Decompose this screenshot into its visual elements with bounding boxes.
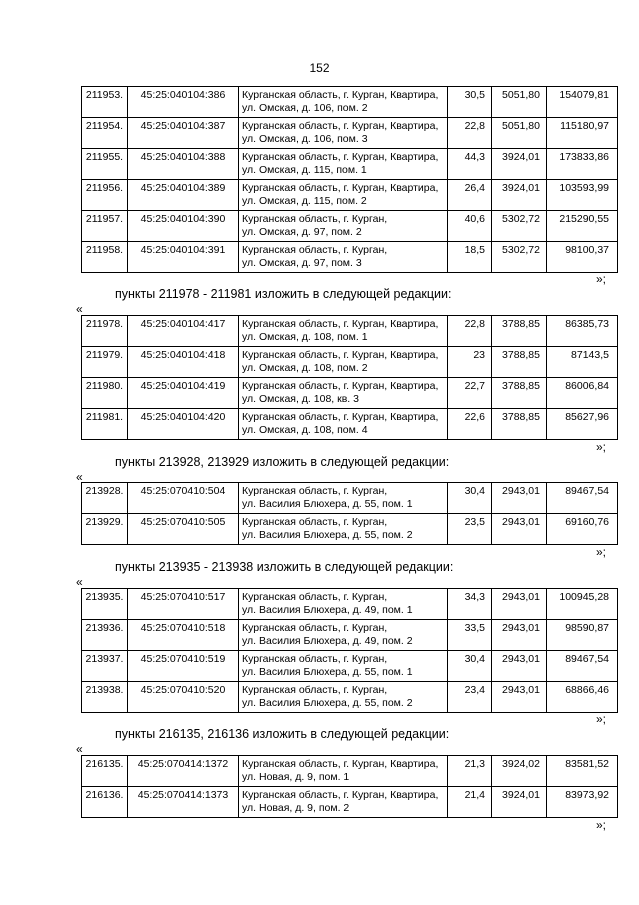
cadastral-number: 45:25:070414:1372 [128, 756, 239, 787]
total-value: 103593,99 [547, 180, 618, 211]
registry-table [81, 86, 618, 273]
total-value: 69160,76 [547, 514, 618, 545]
area: 44,3 [448, 149, 492, 180]
row-number: 216135. [82, 756, 128, 787]
address [239, 378, 448, 409]
address [239, 620, 448, 651]
table-row [82, 180, 618, 211]
registry-table [81, 755, 618, 818]
address [239, 118, 448, 149]
address-line-2: ул. Омская, д. 106, пом. 2 [242, 101, 368, 114]
address [239, 682, 448, 713]
closing-quote: »; [596, 440, 607, 454]
address-line-1: Курганская область, г. Курган, Квартира, [242, 411, 439, 423]
table-row [82, 347, 618, 378]
area: 18,5 [448, 242, 492, 273]
area: 40,6 [448, 211, 492, 242]
unit-price: 3924,01 [492, 787, 547, 818]
area: 22,8 [448, 118, 492, 149]
total-value: 83973,92 [547, 787, 618, 818]
address-line-1: Курганская область, г. Курган, Квартира, [242, 151, 439, 163]
cadastral-number: 45:25:040104:390 [128, 211, 239, 242]
cadastral-number: 45:25:040104:389 [128, 180, 239, 211]
address [239, 589, 448, 620]
registry-table [81, 482, 618, 545]
area: 30,4 [448, 651, 492, 682]
cadastral-number: 45:25:040104:418 [128, 347, 239, 378]
address [239, 316, 448, 347]
page-number: 152 [309, 61, 330, 75]
address [239, 180, 448, 211]
unit-price: 5051,80 [492, 87, 547, 118]
row-number: 213929. [82, 514, 128, 545]
cadastral-number: 45:25:040104:420 [128, 409, 239, 440]
row-number: 211957. [82, 211, 128, 242]
address-line-1: Курганская область, г. Курган, [242, 684, 388, 696]
unit-price: 3788,85 [492, 409, 547, 440]
area: 22,8 [448, 316, 492, 347]
address [239, 347, 448, 378]
unit-price: 2943,01 [492, 620, 547, 651]
table-row [82, 242, 618, 273]
row-number: 211980. [82, 378, 128, 409]
total-value: 100945,28 [547, 589, 618, 620]
unit-price: 3788,85 [492, 316, 547, 347]
row-number: 211979. [82, 347, 128, 378]
address-line-2: ул. Василия Блюхера, д. 49, пом. 2 [242, 634, 413, 647]
row-number: 211954. [82, 118, 128, 149]
address [239, 514, 448, 545]
amendment-instruction: пункты 216135, 216136 изложить в следующей редакции: [115, 727, 450, 741]
address-line-2: ул. Омская, д. 97, пом. 2 [242, 225, 362, 238]
table-row [82, 787, 618, 818]
address [239, 756, 448, 787]
row-number: 211953. [82, 87, 128, 118]
closing-quote: »; [596, 545, 607, 559]
cadastral-number: 45:25:040104:419 [128, 378, 239, 409]
address [239, 211, 448, 242]
area: 30,4 [448, 483, 492, 514]
address-line-1: Курганская область, г. Курган, [242, 485, 388, 497]
unit-price: 3924,01 [492, 180, 547, 211]
area: 23,4 [448, 682, 492, 713]
unit-price: 3788,85 [492, 378, 547, 409]
total-value: 87143,5 [547, 347, 618, 378]
address-line-2: ул. Новая, д. 9, пом. 2 [242, 801, 350, 814]
table-row [82, 87, 618, 118]
row-number: 213936. [82, 620, 128, 651]
row-number: 211978. [82, 316, 128, 347]
total-value: 86006,84 [547, 378, 618, 409]
opening-quote: « [76, 302, 83, 316]
cadastral-number: 45:25:070414:1373 [128, 787, 239, 818]
row-number: 213938. [82, 682, 128, 713]
cadastral-number: 45:25:040104:386 [128, 87, 239, 118]
table-row [82, 589, 618, 620]
registry-table [81, 588, 618, 713]
table-row [82, 483, 618, 514]
total-value: 68866,46 [547, 682, 618, 713]
address-line-1: Курганская область, г. Курган, [242, 213, 388, 225]
unit-price: 2943,01 [492, 483, 547, 514]
address [239, 483, 448, 514]
amendment-instruction: пункты 213935 - 213938 изложить в следующей редакции: [115, 560, 454, 574]
table-row [82, 651, 618, 682]
closing-quote: »; [596, 272, 607, 286]
opening-quote: « [76, 742, 83, 756]
address-line-1: Курганская область, г. Курган, [242, 244, 388, 256]
address-line-1: Курганская область, г. Курган, Квартира, [242, 349, 439, 361]
address-line-1: Курганская область, г. Курган, Квартира, [242, 89, 439, 101]
table-row [82, 514, 618, 545]
area: 22,7 [448, 378, 492, 409]
row-number: 211955. [82, 149, 128, 180]
closing-quote: »; [596, 818, 607, 832]
address-line-1: Курганская область, г. Курган, [242, 653, 388, 665]
address-line-2: ул. Омская, д. 115, пом. 2 [242, 194, 367, 207]
total-value: 115180,97 [547, 118, 618, 149]
address-line-2: ул. Омская, д. 115, пом. 1 [242, 163, 367, 176]
row-number: 213937. [82, 651, 128, 682]
address-line-2: ул. Василия Блюхера, д. 55, пом. 2 [242, 528, 413, 541]
address-line-1: Курганская область, г. Курган, Квартира, [242, 182, 439, 194]
row-number: 213928. [82, 483, 128, 514]
address [239, 87, 448, 118]
table-row [82, 378, 618, 409]
address [239, 242, 448, 273]
closing-quote: »; [596, 712, 607, 726]
table-row [82, 756, 618, 787]
address-line-2: ул. Омская, д. 97, пом. 3 [242, 256, 362, 269]
unit-price: 2943,01 [492, 589, 547, 620]
unit-price: 5051,80 [492, 118, 547, 149]
address [239, 149, 448, 180]
address-line-1: Курганская область, г. Курган, Квартира, [242, 789, 439, 801]
address-line-1: Курганская область, г. Курган, [242, 591, 388, 603]
unit-price: 5302,72 [492, 242, 547, 273]
total-value: 215290,55 [547, 211, 618, 242]
total-value: 89467,54 [547, 651, 618, 682]
table-row [82, 211, 618, 242]
address-line-2: ул. Василия Блюхера, д. 55, пом. 1 [242, 665, 413, 678]
total-value: 173833,86 [547, 149, 618, 180]
address-line-2: ул. Омская, д. 108, кв. 3 [242, 392, 359, 405]
address-line-1: Курганская область, г. Курган, [242, 622, 388, 634]
cadastral-number: 45:25:070410:519 [128, 651, 239, 682]
total-value: 98100,37 [547, 242, 618, 273]
total-value: 89467,54 [547, 483, 618, 514]
table-row [82, 620, 618, 651]
area: 34,3 [448, 589, 492, 620]
total-value: 98590,87 [547, 620, 618, 651]
cadastral-number: 45:25:070410:518 [128, 620, 239, 651]
table-row [82, 682, 618, 713]
unit-price: 3924,01 [492, 149, 547, 180]
cadastral-number: 45:25:070410:504 [128, 483, 239, 514]
total-value: 83581,52 [547, 756, 618, 787]
area: 21,3 [448, 756, 492, 787]
address-line-1: Курганская область, г. Курган, [242, 516, 388, 528]
address-line-1: Курганская область, г. Курган, Квартира, [242, 318, 439, 330]
address-line-2: ул. Василия Блюхера, д. 55, пом. 1 [242, 497, 413, 510]
area: 26,4 [448, 180, 492, 211]
row-number: 211956. [82, 180, 128, 211]
address [239, 651, 448, 682]
cadastral-number: 45:25:040104:391 [128, 242, 239, 273]
unit-price: 5302,72 [492, 211, 547, 242]
address-line-2: ул. Василия Блюхера, д. 49, пом. 1 [242, 603, 413, 616]
opening-quote: « [76, 575, 83, 589]
address-line-2: ул. Новая, д. 9, пом. 1 [242, 770, 350, 783]
area: 23,5 [448, 514, 492, 545]
address-line-1: Курганская область, г. Курган, Квартира, [242, 380, 439, 392]
area: 23 [448, 347, 492, 378]
cadastral-number: 45:25:040104:417 [128, 316, 239, 347]
table-row [82, 409, 618, 440]
amendment-instruction: пункты 213928, 213929 изложить в следующей редакции: [115, 455, 450, 469]
unit-price: 2943,01 [492, 682, 547, 713]
area: 33,5 [448, 620, 492, 651]
unit-price: 3788,85 [492, 347, 547, 378]
area: 30,5 [448, 87, 492, 118]
address-line-2: ул. Омская, д. 108, пом. 4 [242, 423, 368, 436]
area: 21,4 [448, 787, 492, 818]
row-number: 216136. [82, 787, 128, 818]
address-line-1: Курганская область, г. Курган, Квартира, [242, 758, 439, 770]
row-number: 213935. [82, 589, 128, 620]
opening-quote: « [76, 470, 83, 484]
area: 22,6 [448, 409, 492, 440]
row-number: 211958. [82, 242, 128, 273]
table-row [82, 316, 618, 347]
unit-price: 2943,01 [492, 651, 547, 682]
row-number: 211981. [82, 409, 128, 440]
table-row [82, 149, 618, 180]
cadastral-number: 45:25:040104:388 [128, 149, 239, 180]
cadastral-number: 45:25:070410:517 [128, 589, 239, 620]
address [239, 409, 448, 440]
address-line-2: ул. Омская, д. 106, пом. 3 [242, 132, 368, 145]
address-line-2: ул. Омская, д. 108, пом. 1 [242, 330, 368, 343]
registry-table [81, 315, 618, 440]
unit-price: 3924,02 [492, 756, 547, 787]
table-row [82, 118, 618, 149]
cadastral-number: 45:25:040104:387 [128, 118, 239, 149]
total-value: 85627,96 [547, 409, 618, 440]
address [239, 787, 448, 818]
address-line-1: Курганская область, г. Курган, Квартира, [242, 120, 439, 132]
unit-price: 2943,01 [492, 514, 547, 545]
amendment-instruction: пункты 211978 - 211981 изложить в следующей редакции: [115, 287, 452, 301]
total-value: 154079,81 [547, 87, 618, 118]
address-line-2: ул. Василия Блюхера, д. 55, пом. 2 [242, 696, 413, 709]
cadastral-number: 45:25:070410:505 [128, 514, 239, 545]
cadastral-number: 45:25:070410:520 [128, 682, 239, 713]
total-value: 86385,73 [547, 316, 618, 347]
address-line-2: ул. Омская, д. 108, пом. 2 [242, 361, 368, 374]
